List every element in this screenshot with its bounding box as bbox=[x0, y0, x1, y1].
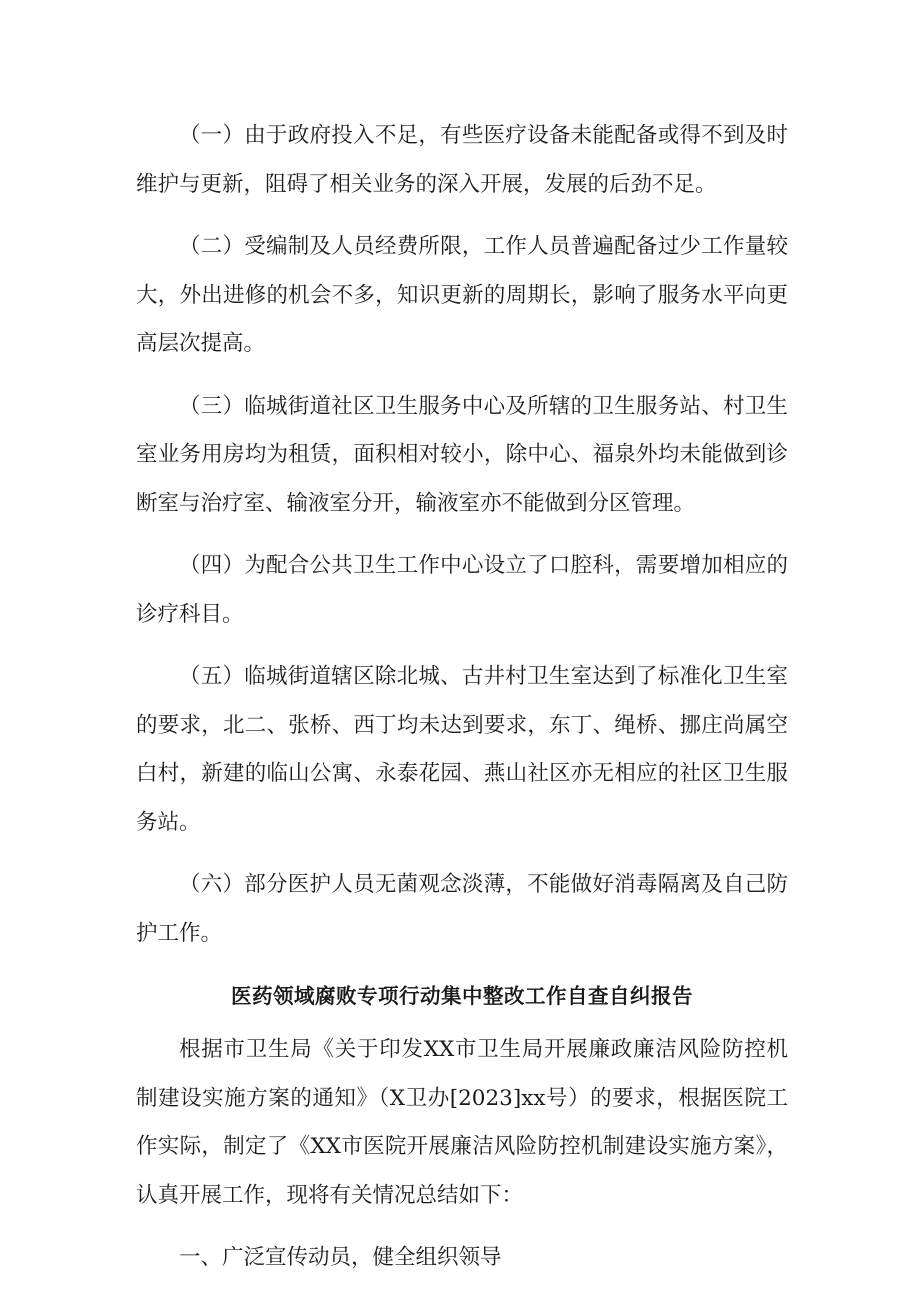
paragraph-item-2: （二）受编制及人员经费所限，工作人员普遍配备过少工作量较大，外出进修的机会不多，知识更新的周期长，影响了服务水平向更高层次提高。 bbox=[136, 234, 788, 356]
paragraph-item-1: （一）由于政府投入不足，有些医疗设备未能配备或得不到及时维护与更新，阻碍了相关业务的深入开展，发展的后劲不足。 bbox=[136, 123, 788, 197]
paragraph-item-4: （四）为配合公共卫生工作中心设立了口腔科，需要增加相应的诊疗科目。 bbox=[136, 553, 788, 627]
intro-paragraph: 根据市卫生局《关于印发XX市卫生局开展廉政廉洁风险防控机制建设实施方案的通知》（X卫办[2023]xx号）的要求，根据医院工作实际，制定了《XX市医院开展廉洁风险防控机制建设实施方案》，认真开展工作，现将有关情况总结如下： bbox=[136, 1037, 788, 1208]
paragraph-item-6: （六）部分医护人员无菌观念淡薄，不能做好消毒隔离及自己防护工作。 bbox=[136, 872, 788, 946]
report-title: 医药领域腐败专项行动集中整改工作自查自纠报告 bbox=[231, 984, 693, 1008]
section-heading: 一、广泛宣传动员，健全组织领导 bbox=[179, 1245, 502, 1270]
paragraph-item-5: （五）临城街道辖区除北城、古井村卫生室达到了标准化卫生室的要求，北二、张桥、西丁均未达到要求，东丁、绳桥、挪庄尚属空白村，新建的临山公寓、永泰花园、燕山社区亦无相应的社区卫生服务站。 bbox=[136, 664, 788, 835]
document-body bbox=[136, 112, 788, 1283]
paragraph-item-3: （三）临城街道社区卫生服务中心及所辖的卫生服务站、村卫生室业务用房均为租赁，面积相对较小，除中心、福泉外均未能做到诊断室与治疗室、输液室分开，输液室亦不能做到分区管理。 bbox=[136, 393, 788, 516]
